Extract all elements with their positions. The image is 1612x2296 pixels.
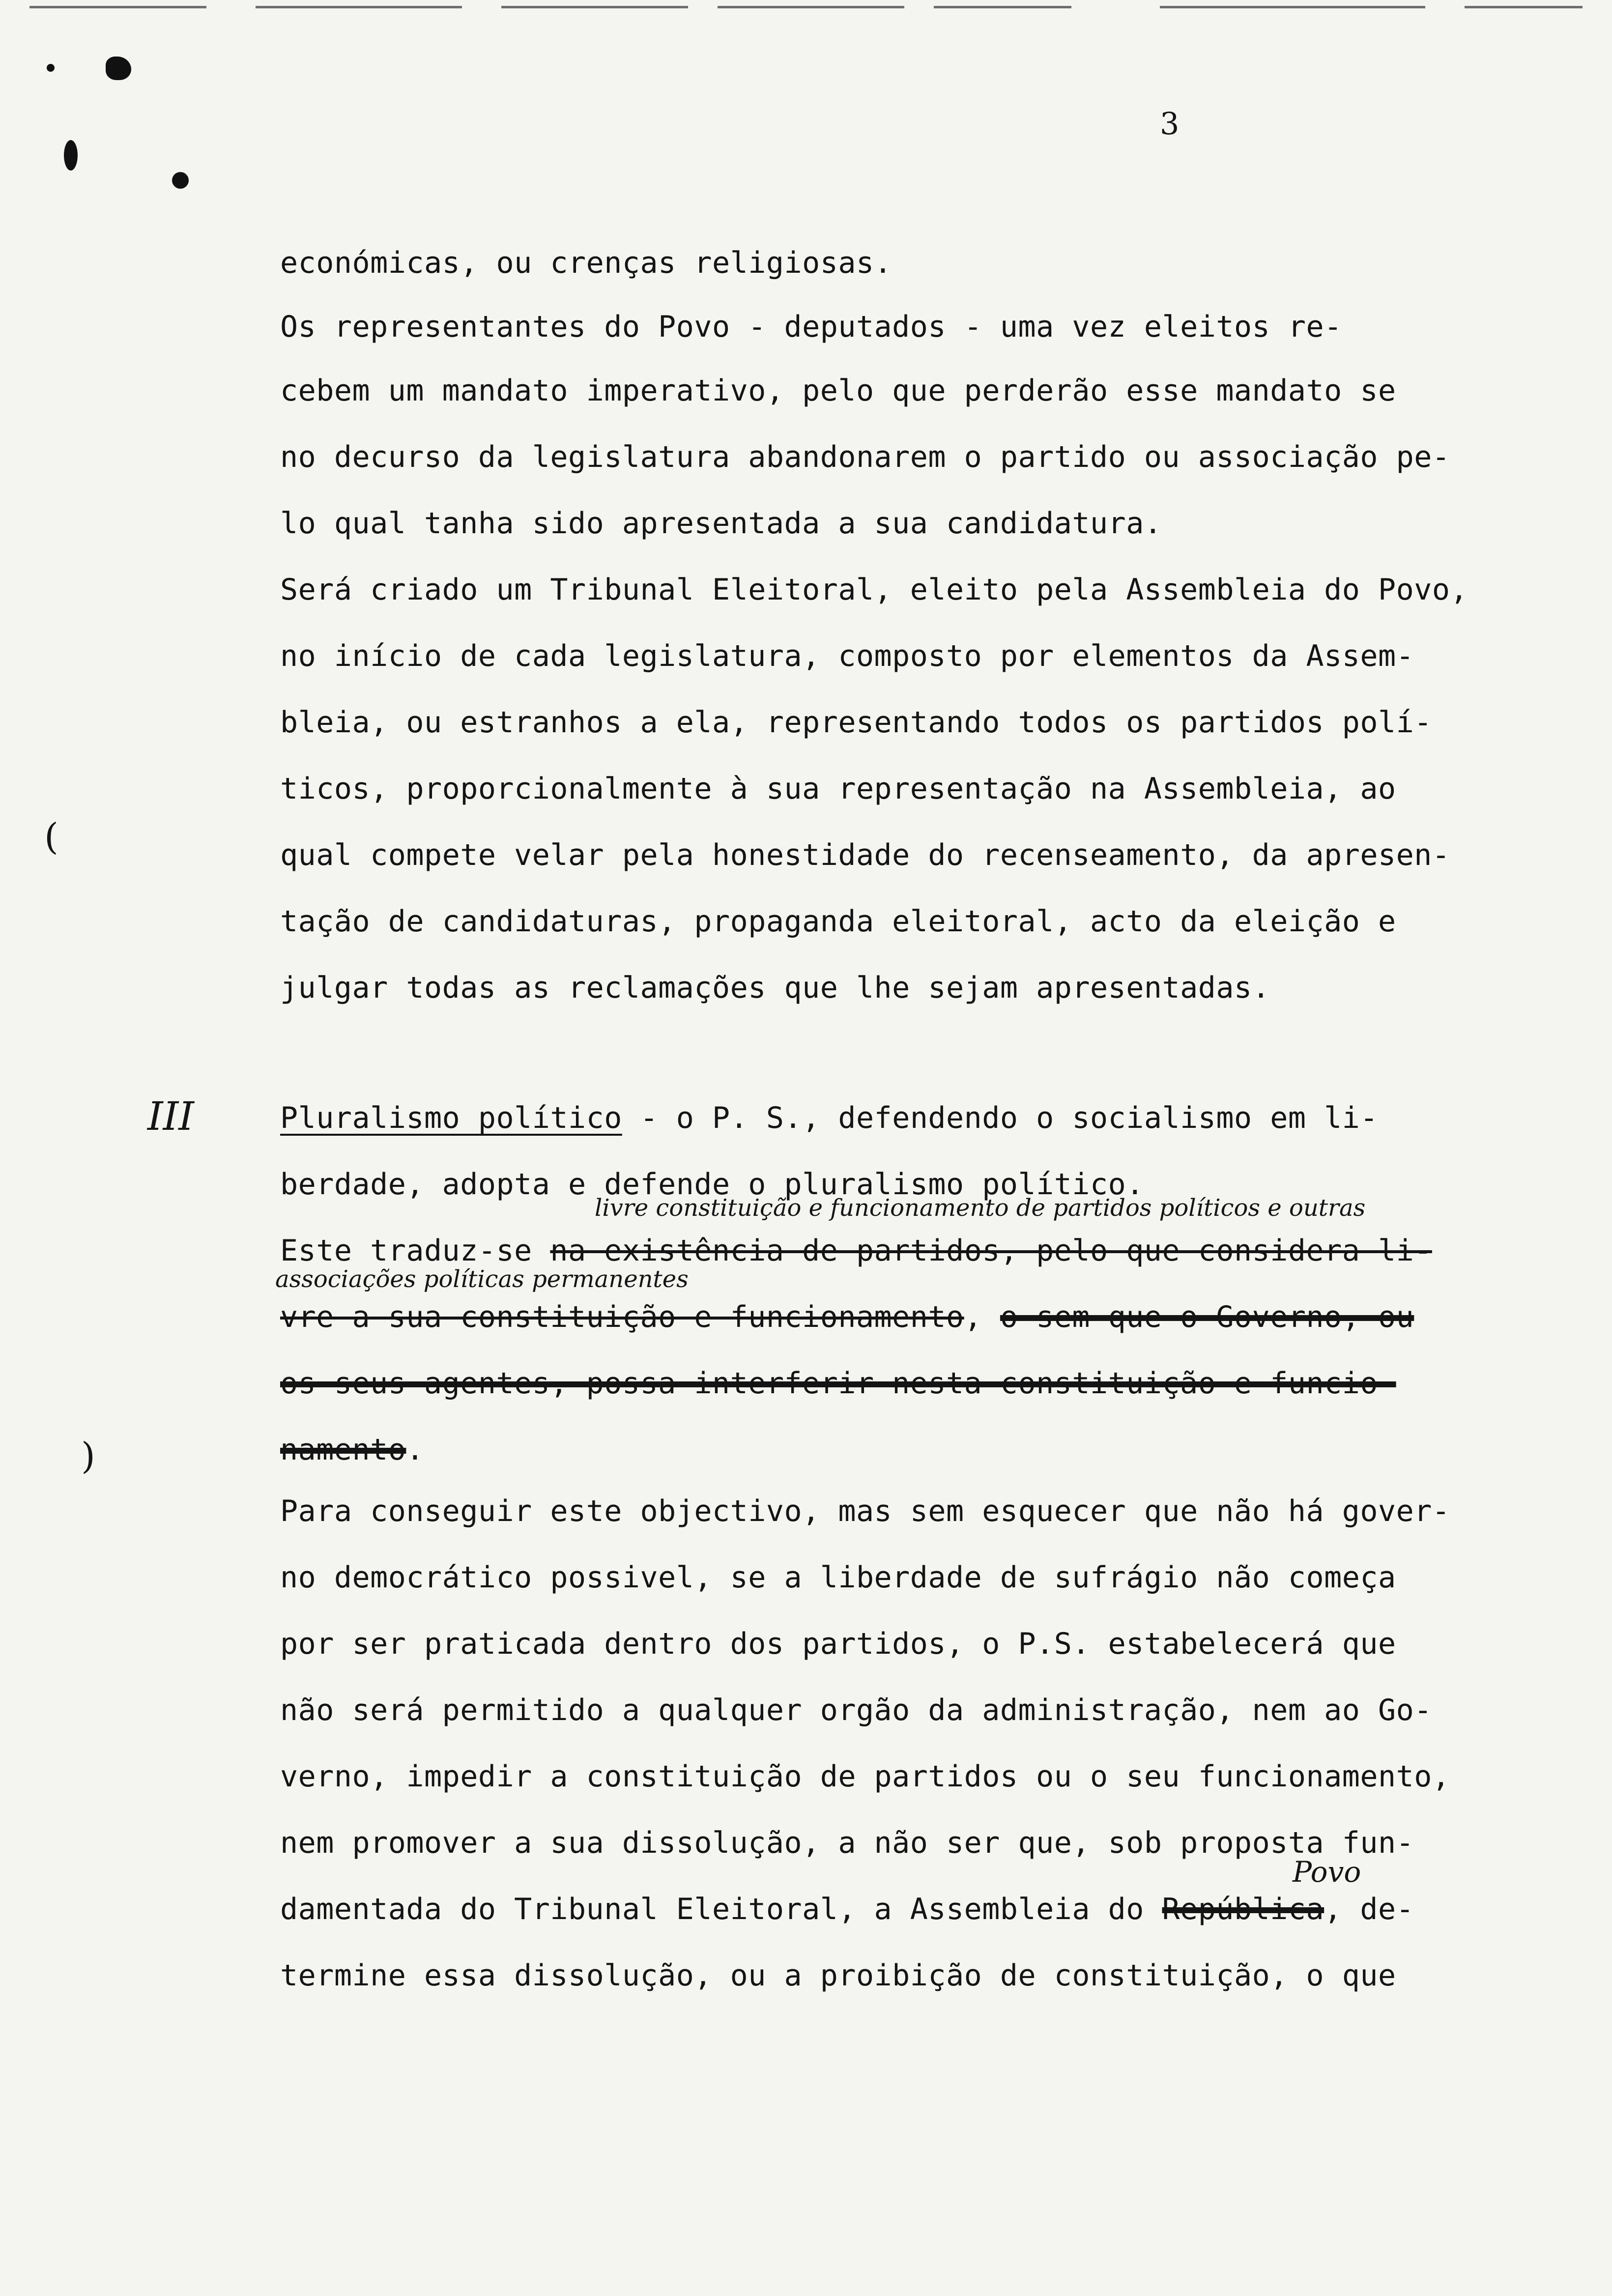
struck-text: República: [1162, 1892, 1324, 1926]
text-line: no decurso da legislatura abandonarem o partido ou associação pe-: [280, 440, 1450, 474]
struck-text: o sem que o Governo, ou: [1000, 1300, 1414, 1334]
comma: ,: [964, 1300, 1000, 1334]
ink-blot: [106, 57, 131, 80]
handwritten-insertion: livre constituição e funcionamento de partidos políticos e outras: [595, 1194, 1366, 1222]
section-marker: III: [147, 1093, 194, 1139]
text-line: tação de candidaturas, propaganda eleitoral, acto da eleição e: [280, 904, 1396, 939]
text-line: nem promover a sua dissolução, a não ser que, sob proposta fun-: [280, 1826, 1414, 1860]
margin-bracket-right: ): [81, 1435, 95, 1477]
text-line: cebem um mandato imperativo, pelo que perderão esse mandato se: [280, 373, 1396, 408]
text-line: Para conseguir este objectivo, mas sem esquecer que não há gover-: [280, 1494, 1450, 1528]
text-line: julgar todas as reclamações que lhe sejam apresentadas.: [280, 971, 1270, 1005]
text-line: [280, 1366, 1396, 1401]
heading-rest: - o P. S., defendendo o socialismo em li-: [622, 1101, 1379, 1135]
section-heading: Pluralismo político: [280, 1101, 622, 1135]
struck-text: os seus agentes, possa interferir nesta constituição e funcio-: [280, 1366, 1396, 1401]
text-line: berdade, adopta e defende o pluralismo político.: [280, 1167, 1144, 1202]
text-line: por ser praticada dentro dos partidos, o P.S. estabelecerá que: [280, 1627, 1396, 1661]
margin-bracket-left: (: [44, 816, 58, 858]
text-line: no início de cada legislatura, composto por elementos da Assem-: [280, 639, 1414, 673]
struck-text: na existência de partidos, pelo que considera li-: [550, 1234, 1432, 1268]
period: .: [406, 1433, 424, 1467]
text-line: no democrático possivel, se a liberdade de sufrágio não começa: [280, 1560, 1396, 1595]
kept-text: Este traduz-se: [280, 1234, 550, 1268]
text-line: bleia, ou estranhos a ela, representando todos os partidos polí-: [280, 705, 1432, 740]
kept-text: , de-: [1324, 1892, 1414, 1926]
text-line: verno, impedir a constituição de partidos ou o seu funcionamento,: [280, 1759, 1450, 1794]
handwritten-insertion: associações políticas permanentes: [275, 1265, 689, 1293]
text-line: [280, 1234, 1432, 1268]
ink-blot: [172, 172, 189, 189]
kept-text: damentada do Tribunal Eleitoral, a Assembleia do: [280, 1892, 1162, 1926]
page-number: 3: [1160, 106, 1180, 142]
ink-blot: [64, 140, 78, 171]
text-line: não será permitido a qualquer orgão da administração, nem ao Go-: [280, 1693, 1432, 1727]
text-line: qual compete velar pela honestidade do recenseamento, da apresen-: [280, 838, 1450, 872]
text-line: [280, 1433, 424, 1467]
scan-top-edge: [0, 0, 1612, 15]
text-line: [280, 1300, 1414, 1334]
text-line: lo qual tanha sido apresentada a sua candidatura.: [280, 506, 1162, 541]
text-line: ticos, proporcionalmente à sua representação na Assembleia, ao: [280, 772, 1396, 806]
section-heading-line: [280, 1101, 1378, 1135]
struck-text: namento: [280, 1433, 406, 1467]
ink-blot: [47, 64, 55, 72]
text-line: económicas, ou crenças religiosas.: [280, 246, 892, 280]
text-line: termine essa dissolução, ou a proibição de constituição, o que: [280, 1958, 1396, 1993]
text-line: Será criado um Tribunal Eleitoral, eleito pela Assembleia do Povo,: [280, 573, 1468, 607]
struck-text: vre a sua constituição e funcionamento: [280, 1300, 964, 1334]
text-line: [280, 1892, 1414, 1926]
handwritten-insertion-povo: Povo: [1293, 1855, 1361, 1889]
text-line: Os representantes do Povo - deputados - uma vez eleitos re-: [280, 310, 1342, 344]
